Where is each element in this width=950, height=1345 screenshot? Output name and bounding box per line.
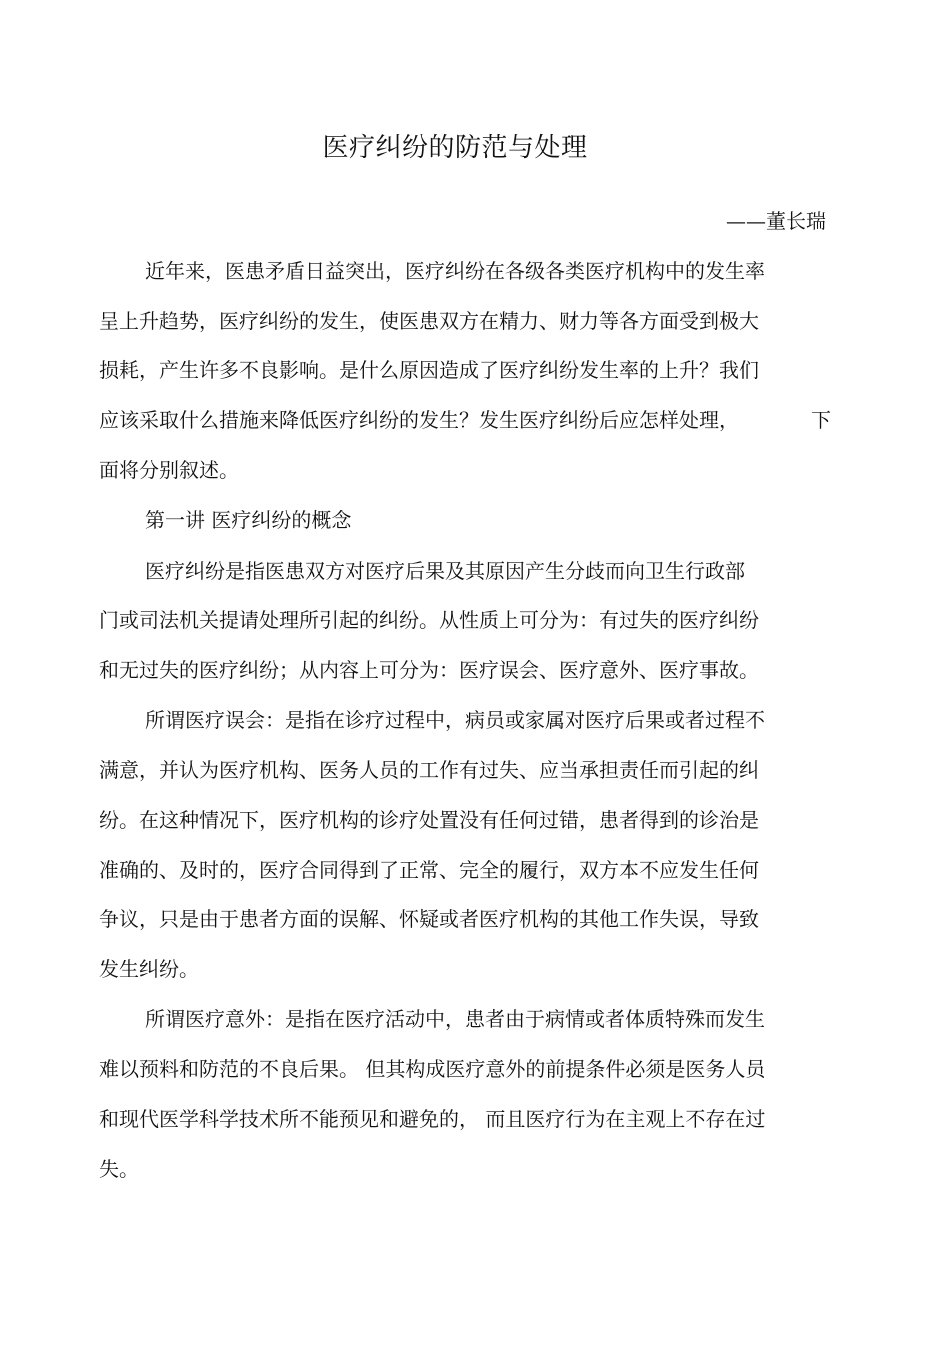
paragraph-line: 所谓医疗误会：是指在诊疗过程中，病员或家属对医疗后果或者过程不 <box>145 708 765 732</box>
paragraph-line: 损耗，产生许多不良影响。是什么原因造成了医疗纠纷发生率的上升？我们 <box>99 358 759 382</box>
paragraph-line: 门或司法机关提请处理所引起的纠纷。从性质上可分为：有过失的医疗纠纷 <box>99 608 759 632</box>
paragraph-line: 准确的、及时的，医疗合同得到了正常、完全的履行，双方本不应发生任何 <box>99 858 759 882</box>
paragraph-line: 争议，只是由于患者方面的误解、怀疑或者医疗机构的其他工作失误，导致 <box>99 907 759 931</box>
section-heading: 第一讲 医疗纠纷的概念 <box>145 508 352 532</box>
paragraph-line: 医疗纠纷是指医患双方对医疗后果及其原因产生分歧而向卫生行政部 <box>145 559 745 583</box>
paragraph-trailing-char: 下 <box>811 408 831 432</box>
paragraph-line: 呈上升趋势，医疗纠纷的发生，使医患双方在精力、财力等各方面受到极大 <box>99 309 759 333</box>
paragraph-line: 满意，并认为医疗机构、医务人员的工作有过失、应当承担责任而引起的纠 <box>99 758 759 782</box>
paragraph-line: 面将分别叙述。 <box>99 458 239 482</box>
document-title: 医疗纠纷的防范与处理 <box>322 133 588 163</box>
paragraph-line: 发生纠纷。 <box>99 957 199 981</box>
paragraph-line: 近年来，医患矛盾日益突出，医疗纠纷在各级各类医疗机构中的发生率 <box>145 259 765 283</box>
paragraph-line: 纷。在这种情况下，医疗机构的诊疗处置没有任何过错，患者得到的诊治是 <box>99 808 759 832</box>
paragraph-line: 和无过失的医疗纠纷；从内容上可分为：医疗误会、医疗意外、医疗事故。 <box>99 658 759 682</box>
paragraph-line: 应该采取什么措施来降低医疗纠纷的发生？发生医疗纠纷后应怎样处理， <box>99 408 739 432</box>
paragraph-line: 失。 <box>99 1157 139 1181</box>
paragraph-line: 所谓医疗意外：是指在医疗活动中，患者由于病情或者体质特殊而发生 <box>145 1007 765 1031</box>
paragraph-line: 和现代医学科学技术所不能预见和避免的， 而且医疗行为在主观上不存在过 <box>99 1107 766 1131</box>
paragraph-line: 难以预料和防范的不良后果。 但其构成医疗意外的前提条件必须是医务人员 <box>99 1057 766 1081</box>
author-byline: ——董长瑞 <box>726 209 826 233</box>
